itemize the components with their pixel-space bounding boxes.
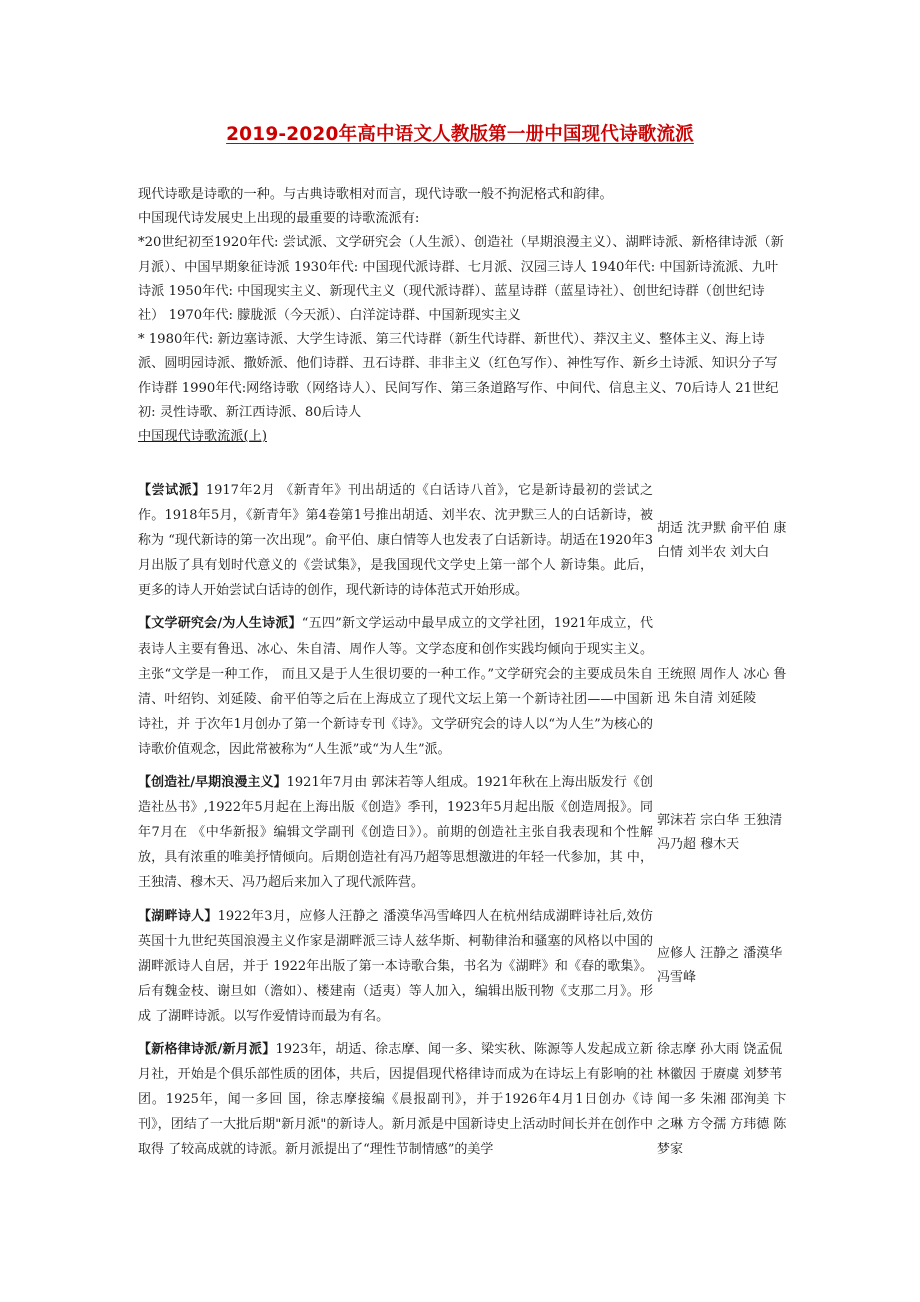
school-description bbox=[138, 611, 653, 762]
school-name: 【新格律诗派/新月派】 bbox=[138, 1041, 276, 1057]
school-description bbox=[138, 904, 653, 1029]
school-name: 【尝试派】 bbox=[138, 483, 206, 498]
intro-paragraph: 中国现代诗发展史上出现的最重要的诗歌流派有: bbox=[138, 211, 420, 227]
school-description bbox=[138, 478, 653, 603]
school-poets: 王统照 周作人 冰心 鲁迅 朱自清 刘延陵 bbox=[657, 666, 787, 706]
school-name: 【文学研究会/为人生诗派】 bbox=[138, 616, 302, 632]
school-name: 【创造社/早期浪漫主义】 bbox=[138, 775, 287, 791]
school-row bbox=[138, 904, 798, 1029]
school-text: 1921年7月由 郭沫若等人组成。1921年秋在上海出版发行《创造社丛书》,1922年5月起在上海出版《创造》季刊，1923年5月起出版《创造周报》。同年7月在 《中华新报》编辑文学副刊《创造日》）。前期的创造社主张自我表现和个性解放，具有浓重的唯美抒情倾向。后期创造社有冯乃超等思想激进的年轻一代参加，其 中，王独清、穆木天、冯乃超后来加入了现代派阵营。 bbox=[138, 775, 654, 891]
school-text: 1923年，胡适、徐志摩、闻一多、梁实秋、陈源等人发起成立新月社，开始是个俱乐部性质的团体，共后，因提倡现代格律诗而成为在诗坛上有影响的社团。1925年，闻一多回 国，徐志摩接编《晨报副刊》，并于1926年4月1日创办《诗刊》，团结了一大批后期"新月派"的新诗人。新月派是中国新诗史上活动时间长并在创作中取得 了较高成就的诗派。新月派提出了“理性节制情感”的美学 bbox=[138, 1041, 654, 1158]
school-row bbox=[138, 1037, 798, 1162]
school-text: 1922年3月，应修人汪静之 潘漠华冯雪峰四人在杭州结成湖畔诗社后,效仿英国十九世纪英国浪漫主义作家是湖畔派三诗人兹华斯、柯勒律治和骚塞的风格以中国的湖畔派诗人自居，并于 1922年出版了第一本诗歌合集，书名为《湖畔》和《春的歌集》。后有魏金枝、谢旦如（澹如）、楼建南（适夷）等人加入，编辑出版刊物《支那二月》。形成 了湖畔诗派。以写作爱情诗而最为有名。 bbox=[138, 908, 653, 1024]
school-description bbox=[138, 1037, 653, 1162]
school-row bbox=[138, 611, 798, 762]
intro-paragraph: 现代诗歌是诗歌的一种。与古典诗歌相对而言，现代诗歌一般不拘泥格式和韵律。 bbox=[138, 187, 613, 202]
school-text: “五四”新文学运动中最早成立的文学社团，1921年成立，代表诗人主要有鲁迅、冰心、朱自清、周作人等。文学态度和创作实践均倾向于现实主义。主张“文学是一种工作， 而且又是于人生很切要的一种工作。”文学研究会的主要成员朱自清、叶绍钧、刘延陵、俞平伯等之后在上海成立了现代文坛上第一个新诗社团——中国新诗社，并 于次年1月创办了第一个新诗专刊《诗》。文学研究会的诗人以“为人生”为核心的诗歌价值观念，因此常被称为“人生派”或“为人生”派。 bbox=[138, 616, 653, 757]
intro-section bbox=[138, 183, 790, 425]
school-description bbox=[138, 770, 653, 895]
intro-paragraph: *20世纪初至1920年代: 尝试派、文学研究会（人生派）、创造社（早期浪漫主义）、湖畔诗派、新格律诗派（新月派）、中国早期象征诗派 1930年代: 中国现代派诗群、七月派、汉园三诗人 1940年代: 中国新诗流派、九叶诗派 1950年代: 中国现实主义、新现代主义（现代派诗群）、蓝星诗群（蓝星诗社）、创世纪诗群（创世纪诗社） 1970年代: 朦胧派（今天派）、白洋淀诗群、中国新现实主义 bbox=[138, 235, 784, 324]
document-title: 2019-2020年高中语文人教版第一册中国现代诗歌流派 bbox=[226, 124, 694, 145]
school-row bbox=[138, 770, 798, 895]
schools-table bbox=[138, 478, 798, 1170]
section-subtitle: 中国现代诗歌流派(上) bbox=[138, 429, 267, 444]
school-name: 【湖畔诗人】 bbox=[138, 908, 218, 924]
school-row bbox=[138, 478, 798, 603]
school-text: 1917年2月 《新青年》刊出胡适的《白话诗八首》，它是新诗最初的尝试之作。1918年5月，《新青年》第4卷第1号推出胡适、刘半农、沈尹默三人的白话新诗，被称为 “现代新诗的第一次出现”。俞平伯、康白情等人也发表了白话新诗。胡适在1920年3月出版了具有划时代意义的《尝试集》，是我国现代文学史上第一部个人 新诗集。此后，更多的诗人开始尝试白话诗的创作，现代新诗的诗体范式开始形成。 bbox=[138, 483, 653, 599]
school-poets: 郭沫若 宗白华 王独清 冯乃超 穆木天 bbox=[657, 812, 783, 852]
school-poets: 胡适 沈尹默 俞平伯 康白情 刘半农 刘大白 bbox=[657, 520, 787, 560]
school-poets: 徐志摩 孙大雨 饶孟侃 林徽因 于赓虞 刘梦苇 闻一多 朱湘 邵洵美 卞之琳 方令孺 方玮德 陈梦家 bbox=[657, 1041, 787, 1158]
school-poets: 应修人 汪静之 潘漠华 冯雪峰 bbox=[657, 946, 783, 986]
intro-paragraph: * 1980年代: 新边塞诗派、大学生诗派、第三代诗群（新生代诗群、新世代）、莽汉主义、整体主义、海上诗派、圆明园诗派、撒娇派、他们诗群、丑石诗群、非非主义（红色写作）、神性写作、新乡土诗派、知识分子写作诗群 1990年代:网络诗歌（网络诗人）、民间写作、第三条道路写作、中间代、信息主义、70后诗人 21世纪初: 灵性诗歌、新江西诗派、80后诗人 bbox=[138, 332, 779, 420]
